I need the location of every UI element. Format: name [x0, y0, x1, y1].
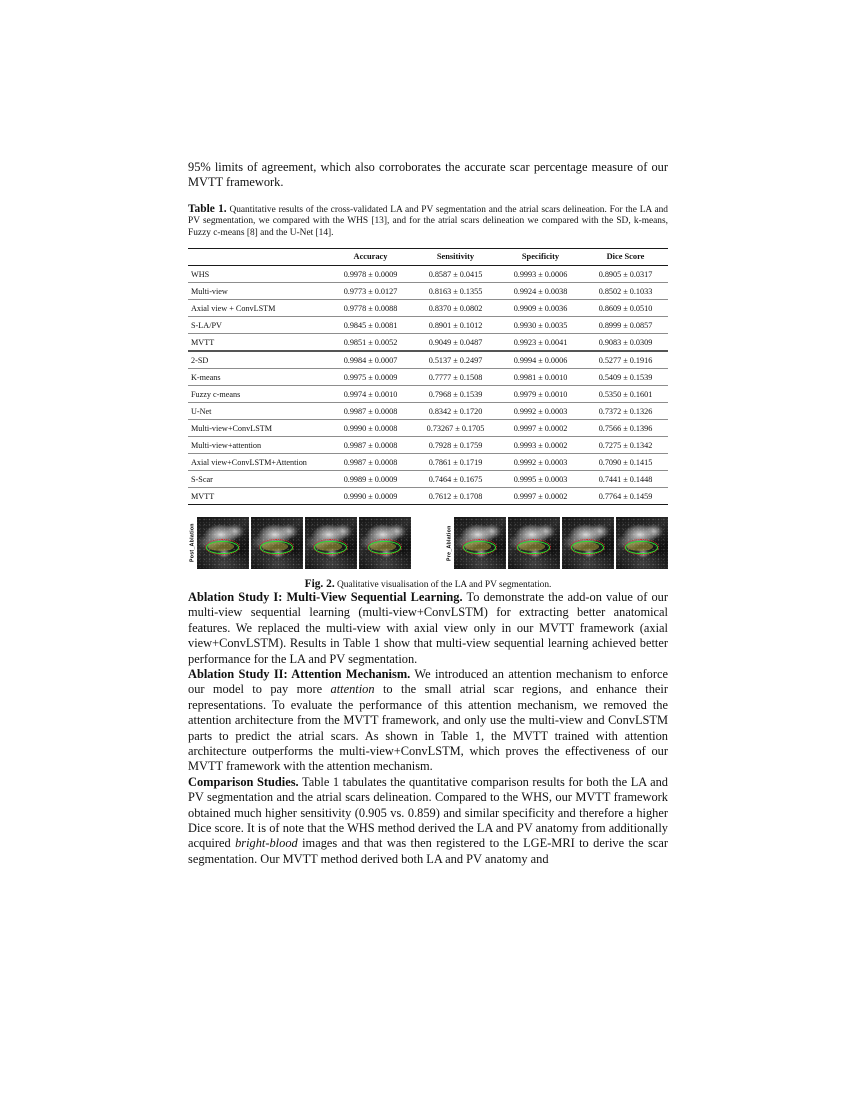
cell-accuracy: 0.9773 ± 0.0127 — [328, 283, 413, 300]
cell-accuracy: 0.9851 ± 0.0052 — [328, 334, 413, 351]
section-ablation-study-2 — [188, 667, 668, 775]
cell-specificity: 0.9979 ± 0.0010 — [498, 386, 583, 403]
results-table — [188, 248, 668, 505]
cell-method: MVTT — [188, 487, 328, 504]
cell-sensitivity: 0.8587 ± 0.0415 — [428, 269, 483, 279]
cell-method: S-LA/PV — [188, 317, 328, 334]
mri-slice-image — [197, 517, 249, 569]
table-caption-text: Quantitative results of the cross-validated LA and PV segmentation and the atrial scars delineation. For the LA and PV segmentation, we compared with the WHS [13], and for the atrial scars delineation we compared with the SD, k-means, Fuzzy c-means [8] and the U-Net [14]. — [188, 204, 668, 238]
cell-dice: 0.8609 ± 0.0510 — [583, 300, 668, 317]
table-row — [188, 369, 668, 386]
col-header-accuracy: Accuracy — [328, 248, 413, 266]
section-text-before: We introduced an attention mechanism to enforce our model to pay more — [188, 667, 668, 697]
la-contour-overlay — [571, 541, 603, 554]
cell-accuracy: 0.9845 ± 0.0081 — [328, 317, 413, 334]
cell-sensitivity: 0.7777 ± 0.1508 — [413, 369, 498, 386]
la-contour-overlay — [314, 541, 346, 554]
cell-accuracy: 0.9987 ± 0.0008 — [328, 454, 413, 471]
cell-accuracy: 0.9778 ± 0.0088 — [328, 300, 413, 317]
emphasis-word: attention — [330, 682, 375, 697]
section-text-after: to the small atrial scar regions, and enhance their representations. To evaluate the performance of this attention mechanism, we removed the attention architecture from the MVTT framework, and only use the multi-view and ConvLSTM parts to predict the atrial scars. As shown in Table 1, the MVTT trained with attention architecture outperforms the multi-view+ConvLSTM, which proves the effectiveness of our MVTT framework with the attention mechanism. — [188, 682, 669, 774]
col-header-sensitivity: Sensitivity — [413, 248, 498, 266]
mri-slice-image — [251, 517, 303, 569]
figure-caption-text: Qualitative visualisation of the LA and PV segmentation. — [337, 579, 552, 590]
mri-slice-image — [454, 517, 506, 569]
table-row — [188, 351, 668, 368]
cell-dice: 0.5277 ± 0.1916 — [583, 351, 668, 368]
cell-accuracy: 0.9975 ± 0.0009 — [328, 369, 413, 386]
table-row — [188, 300, 668, 317]
figure-panel-pre-ablation — [445, 517, 668, 569]
cell-dice: 0.8905 ± 0.0317 — [598, 269, 653, 279]
la-contour-overlay — [517, 541, 549, 554]
cell-specificity: 0.9997 ± 0.0002 — [498, 487, 583, 504]
cell-method: U-Net — [188, 403, 328, 420]
la-contour-overlay — [368, 541, 400, 554]
la-contour-overlay — [206, 541, 238, 554]
cell-dice: 0.8999 ± 0.0857 — [583, 317, 668, 334]
image-strip-post-ablation — [197, 517, 411, 569]
image-strip-pre-ablation — [454, 517, 668, 569]
section-ablation-study-1 — [188, 590, 668, 667]
cell-specificity: 0.9930 ± 0.0035 — [498, 317, 583, 334]
cell-method: Fuzzy c-means — [188, 386, 328, 403]
cell-sensitivity: 0.7464 ± 0.1675 — [413, 471, 498, 488]
panel-label-post-ablation: Post_Ablation — [189, 523, 196, 563]
cell-dice: 0.7090 ± 0.1415 — [583, 454, 668, 471]
figure-caption-label: Fig. 2. — [304, 577, 335, 590]
cell-dice: 0.5350 ± 0.1601 — [583, 386, 668, 403]
cell-accuracy: 0.9978 ± 0.0009 — [343, 269, 398, 279]
cell-sensitivity: 0.9049 ± 0.0487 — [413, 334, 498, 351]
table-row — [188, 266, 668, 283]
la-contour-overlay — [260, 541, 292, 554]
cell-sensitivity: 0.7612 ± 0.1708 — [413, 487, 498, 504]
table-row — [188, 471, 668, 488]
la-contour-overlay — [625, 541, 657, 554]
table-row — [188, 437, 668, 454]
cell-sensitivity: 0.7928 ± 0.1759 — [413, 437, 498, 454]
table-row — [188, 334, 668, 351]
table-header-row — [188, 248, 668, 266]
section-heading: Comparison Studies. — [188, 774, 299, 789]
emphasis-word: bright-blood — [235, 836, 298, 851]
section-text-before: Table 1 tabulates the quantitative comparison results for both the LA and PV segmentation and the atrial scars delineation. Compared to the WHS, our MVTT framework obtained much higher sensitivity (0.905 vs. 0.859) and similar specificity and therefore a higher Dice score. It is of note that the WHS method derived the LA and PV anatomy from additionally acquired — [188, 774, 668, 851]
mri-slice-image — [359, 517, 411, 569]
section-comparison-studies — [188, 775, 668, 867]
section-heading: Ablation Study II: Attention Mechanism. — [188, 667, 411, 681]
cell-specificity: 0.9909 ± 0.0036 — [498, 300, 583, 317]
table-row — [188, 283, 668, 300]
table-row — [188, 386, 668, 403]
cell-specificity: 0.9923 ± 0.0041 — [498, 334, 583, 351]
cell-method: WHS — [191, 269, 210, 279]
cell-method: Axial view+ConvLSTM+Attention — [188, 454, 328, 471]
table-row — [188, 317, 668, 334]
cell-specificity: 0.9992 ± 0.0003 — [498, 454, 583, 471]
cell-method: 2-SD — [188, 351, 328, 368]
table-row — [188, 403, 668, 420]
results-table-head — [188, 248, 668, 266]
cell-accuracy: 0.9987 ± 0.0008 — [328, 403, 413, 420]
cell-dice: 0.7372 ± 0.1326 — [583, 403, 668, 420]
cell-method: MVTT — [188, 334, 328, 351]
cell-method: Multi-view — [188, 283, 328, 300]
cell-specificity: 0.9993 ± 0.0002 — [498, 437, 583, 454]
panel-label-pre-ablation: Pre_Ablation — [446, 525, 453, 561]
la-contour-overlay — [463, 541, 495, 554]
cell-dice: 0.7275 ± 0.1342 — [583, 437, 668, 454]
col-header-specificity: Specificity — [498, 248, 583, 266]
cell-specificity: 0.9994 ± 0.0006 — [498, 351, 583, 368]
figure-2 — [188, 517, 668, 569]
cell-method: Axial view + ConvLSTM — [188, 300, 328, 317]
cell-method: Multi-view+ConvLSTM — [188, 420, 328, 437]
cell-dice: 0.8502 ± 0.1033 — [583, 283, 668, 300]
cell-accuracy: 0.9990 ± 0.0008 — [328, 420, 413, 437]
mri-slice-image — [305, 517, 357, 569]
cell-sensitivity: 0.8370 ± 0.0802 — [413, 300, 498, 317]
cell-accuracy: 0.9990 ± 0.0009 — [328, 487, 413, 504]
figure-panel-post-ablation — [188, 517, 411, 569]
figure-caption — [188, 578, 668, 590]
cell-specificity: 0.9924 ± 0.0038 — [498, 283, 583, 300]
cell-sensitivity: 0.73267 ± 0.1705 — [413, 420, 498, 437]
section-text-after: images and that was then registered to the LGE-MRI to derive the scar segmentation. Our MVTT method derived both LA and PV anatomy and — [188, 836, 668, 866]
section-text: To demonstrate the add-on value of our multi-view sequential learning (multi-view+ConvLSTM) for extracting better anatomical features. We replaced the multi-view with axial view only in our MVTT framework (axial view+ConvLSTM). Results in Table 1 show that multi-view sequential learning achieved better performance for the LA and PV segmentation. — [188, 589, 668, 666]
results-table-wrapper — [188, 248, 668, 505]
cell-dice: 0.5409 ± 0.1539 — [583, 369, 668, 386]
cell-specificity: 0.9993 ± 0.0006 — [513, 269, 568, 279]
cell-accuracy: 0.9984 ± 0.0007 — [328, 351, 413, 368]
table-row — [188, 420, 668, 437]
cell-method: K-means — [188, 369, 328, 386]
mri-slice-image — [562, 517, 614, 569]
cell-sensitivity: 0.8342 ± 0.1720 — [413, 403, 498, 420]
cell-dice: 0.7441 ± 0.1448 — [583, 471, 668, 488]
cell-specificity: 0.9995 ± 0.0003 — [498, 471, 583, 488]
cell-sensitivity: 0.7861 ± 0.1719 — [413, 454, 498, 471]
cell-dice: 0.7566 ± 0.1396 — [583, 420, 668, 437]
results-table-body — [188, 266, 668, 505]
mri-slice-image — [616, 517, 668, 569]
col-header-name — [188, 248, 328, 266]
cell-method: Multi-view+attention — [188, 437, 328, 454]
cell-accuracy: 0.9989 ± 0.0009 — [328, 471, 413, 488]
cell-method: S-Scar — [188, 471, 328, 488]
table-row — [188, 454, 668, 471]
cell-dice: 0.9083 ± 0.0309 — [583, 334, 668, 351]
cell-sensitivity: 0.8163 ± 0.1355 — [413, 283, 498, 300]
cell-accuracy: 0.9974 ± 0.0010 — [328, 386, 413, 403]
cell-accuracy: 0.9987 ± 0.0008 — [328, 437, 413, 454]
cell-dice: 0.7764 ± 0.1459 — [583, 487, 668, 504]
mri-slice-image — [508, 517, 560, 569]
cell-sensitivity: 0.8901 ± 0.1012 — [413, 317, 498, 334]
table-caption — [188, 204, 668, 240]
cell-specificity: 0.9992 ± 0.0003 — [498, 403, 583, 420]
cell-specificity: 0.9981 ± 0.0010 — [498, 369, 583, 386]
table-row — [188, 487, 668, 504]
intro-paragraph: 95% limits of agreement, which also corroborates the accurate scar percentage measure of our MVTT framework. — [188, 160, 668, 190]
cell-sensitivity: 0.5137 ± 0.2497 — [413, 351, 498, 368]
cell-specificity: 0.9997 ± 0.0002 — [498, 420, 583, 437]
page-content-column — [188, 160, 668, 867]
col-header-dice: Dice Score — [583, 248, 668, 266]
table-caption-label: Table 1. — [188, 202, 227, 215]
cell-sensitivity: 0.7968 ± 0.1539 — [413, 386, 498, 403]
section-heading: Ablation Study I: Multi-View Sequential Learning. — [188, 589, 463, 604]
